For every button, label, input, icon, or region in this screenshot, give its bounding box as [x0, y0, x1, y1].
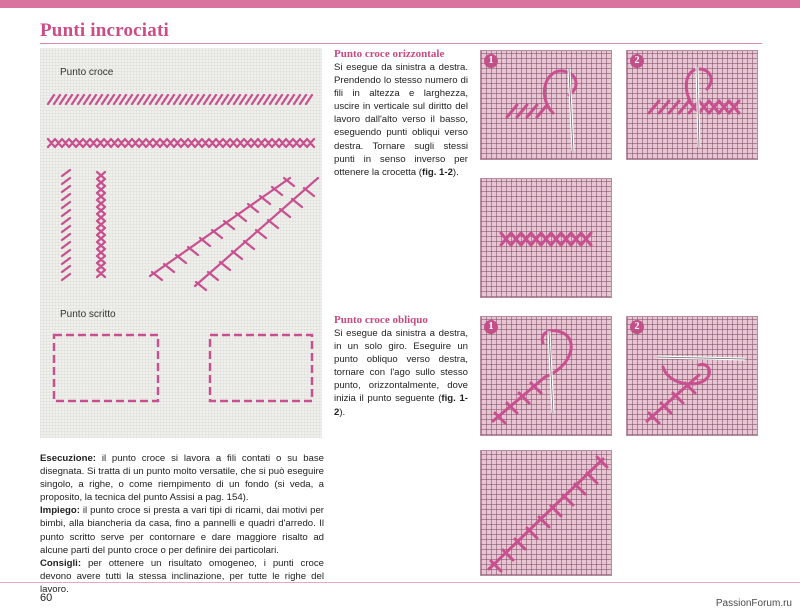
- esecuzione-label: Esecuzione:: [40, 453, 96, 464]
- cross-stitch-row-2: [48, 139, 314, 147]
- needle-diagram: [627, 317, 757, 435]
- section-title-orizzontale: Punto croce orizzontale: [334, 48, 445, 60]
- section-text-obliquo: [334, 327, 468, 419]
- consigli-text: per ottenere un risultato omogeneo, i punti croce devono avere tutti la stessa inclinazione, per tutte le righe del lavoro.: [40, 557, 324, 595]
- figure-orizzontale-1: [480, 50, 612, 160]
- consigli-label: Consigli:: [40, 557, 82, 569]
- running-stitch-rectangle-1: [54, 335, 158, 401]
- impiego-label: Impiego:: [40, 505, 80, 517]
- esecuzione-text: il punto croce si lavora a fili contati o su base disegnata. Si tratta di un punto molto versatile, che si può eseguire singolo, a righe, o come riempimento di un fondo (si veda, a proposito, la tecnica del punto Assisi a pag. 154).: [40, 453, 324, 504]
- description-block: [40, 452, 324, 596]
- obliquo-fig-ref: fig. 1-2: [334, 393, 468, 418]
- figure-badge-1: 1: [484, 320, 498, 334]
- diagonal-stitch-row-2: [195, 178, 318, 290]
- needle-diagram: [481, 51, 611, 159]
- figure-badge-2: 2: [630, 54, 644, 68]
- figure-orizzontale-result: [480, 178, 612, 298]
- obliquo-body: Si esegue da sinistra a destra, in un solo giro. Eseguire un punto obliquo verso destra, tornare con l'ago sullo stesso punto, orizzontalmente, dove inizia il punto seguente (: [334, 328, 468, 405]
- stitch-samples-illustration: [40, 48, 322, 438]
- cross-row-diagram: [481, 179, 611, 297]
- title-divider: [40, 43, 762, 44]
- top-color-band: [0, 0, 800, 8]
- watermark: PassionForum.ru: [715, 598, 792, 609]
- label-punto-scritto: Punto scritto: [60, 309, 116, 320]
- impiego-text: il punto croce si presta a vari tipi di ricami, dai motivi per bimbi, alla biancheria da casa, fino a pannelli e quadri d'arredo. Il punto scritto serve per contornare e dare maggiore risalto ad alcune parti del punto croce o per definire dei particolari.: [40, 505, 324, 556]
- running-stitch-rectangle-2: [210, 335, 312, 401]
- figure-badge-1: 1: [484, 54, 498, 68]
- needle-diagram: [627, 51, 757, 159]
- vertical-stitch-column-1: [62, 170, 70, 280]
- section-text-orizzontale: [334, 61, 468, 179]
- orizzontale-body-end: ).: [452, 166, 459, 178]
- cross-stitch-row-1: [48, 95, 312, 104]
- figure-obliquo-1: [480, 316, 612, 436]
- orizzontale-fig-ref: fig. 1-2: [422, 166, 453, 178]
- obliquo-body-end: ).: [339, 406, 346, 418]
- orizzontale-body: Si esegue da sinistra a destra. Prendendo lo stesso numero di fili in altezza e larghezza, uscire in verticale sul diritto del lavoro dall'alto verso il basso, eseguendo punti obliqui verso destra. Tornare sugli stessi punti in senso inverso per ottenere la crocetta (: [334, 62, 468, 178]
- footer-divider: [0, 582, 800, 583]
- page-title: Punti incrociati: [40, 20, 169, 41]
- figure-obliquo-2: [626, 316, 758, 436]
- figure-obliquo-result: [480, 450, 612, 576]
- diagonal-cross-diagram: [481, 451, 611, 575]
- figure-orizzontale-2: [626, 50, 758, 160]
- label-punto-croce: Punto croce: [60, 67, 114, 78]
- figure-badge-2: 2: [630, 320, 644, 334]
- needle-diagram: [481, 317, 611, 435]
- vertical-stitch-column-2: [97, 172, 105, 277]
- embroidery-photo: [40, 48, 322, 438]
- section-title-obliquo: Punto croce obliquo: [334, 314, 428, 326]
- page-number: 60: [40, 592, 53, 604]
